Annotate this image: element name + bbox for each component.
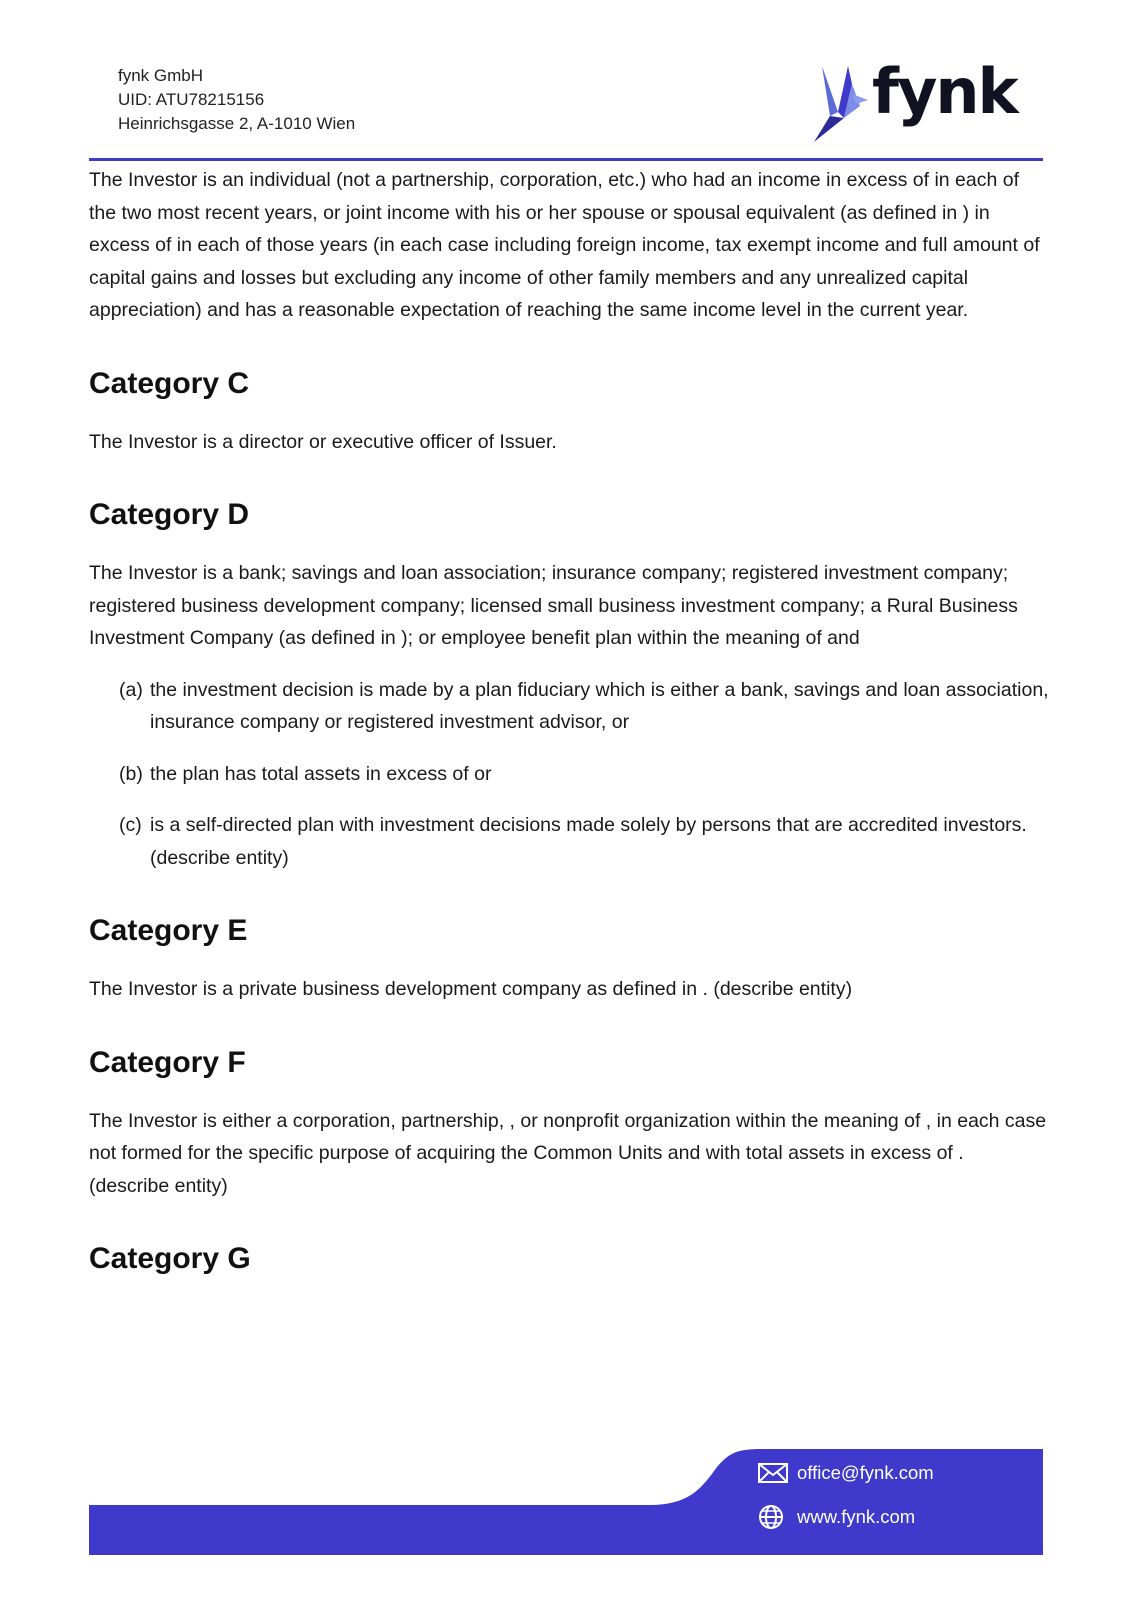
list-item-text: the investment decision is made by a plan fiduciary which is either a bank, savings and loan association, insurance company or registered investment advisor, or xyxy=(150,678,1049,733)
company-uid: UID: ATU78215156 xyxy=(118,90,265,109)
category-c-text: The Investor is a director or executive officer of Issuer. xyxy=(89,430,557,453)
globe-icon xyxy=(757,1504,789,1530)
list-marker: (c) xyxy=(119,814,142,836)
category-g-heading: Category G xyxy=(89,1242,251,1275)
company-info xyxy=(118,64,355,136)
header-divider xyxy=(89,158,1043,161)
list-item xyxy=(89,758,1049,791)
document-body xyxy=(89,164,1049,1279)
category-f-heading: Category F xyxy=(89,1045,246,1079)
fynk-bird-logo-icon xyxy=(808,64,878,142)
list-item xyxy=(89,809,1049,874)
category-d-text: The Investor is a bank; savings and loan association; insurance company; registered investment company; registered business development company; licensed small business investment company; a Rural Business Investment Company (as defined in ); or employee benefit plan within the meaning of and xyxy=(89,562,1018,649)
list-item-text: is a self-directed plan with investment decisions made solely by persons that are accredited investors. (describe entity) xyxy=(150,814,1027,869)
company-name: fynk GmbH xyxy=(118,66,204,85)
category-d-heading: Category D xyxy=(89,498,250,531)
envelope-icon xyxy=(757,1460,789,1486)
list-item xyxy=(89,674,1049,739)
category-f-text: The Investor is either a corporation, partnership, , or nonprofit organization within the meaning of , in each case not formed for the specific purpose of acquiring the Common Units and with total assets in excess of . (describe entity) xyxy=(89,1109,1047,1197)
category-c-heading: Category C xyxy=(89,366,250,400)
category-d-list xyxy=(89,674,1049,875)
list-marker: (a) xyxy=(119,678,143,701)
footer-website[interactable] xyxy=(757,1504,915,1530)
category-e-text: The Investor is a private business development company as defined in . (describe entity) xyxy=(89,978,853,1000)
fynk-logo xyxy=(808,55,1017,140)
footer-email-text[interactable]: office@fynk.com xyxy=(797,1462,934,1483)
company-address: Heinrichsgasse 2, A-1010 Wien xyxy=(118,114,356,133)
footer-email[interactable] xyxy=(757,1460,934,1486)
intro-paragraph: The Investor is an individual (not a partnership, corporation, etc.) who had an income in excess of in each of the two most recent years, or joint income with his or her spouse or spousal equivalent (as defined in ) in excess of in each of those years (in each case including foreign income, tax exempt income and full amount of capital gains and losses but excluding any income of other family members and any unrealized capital appreciation) and has a reasonable expectation of reaching the same income level in the current year. xyxy=(89,169,1040,321)
list-item-text: the plan has total assets in excess of or xyxy=(150,762,492,785)
footer-website-text[interactable]: www.fynk.com xyxy=(797,1506,916,1527)
logo-wordmark: fynk xyxy=(872,55,1017,128)
category-e-heading: Category E xyxy=(89,914,248,947)
list-marker: (b) xyxy=(119,762,143,785)
